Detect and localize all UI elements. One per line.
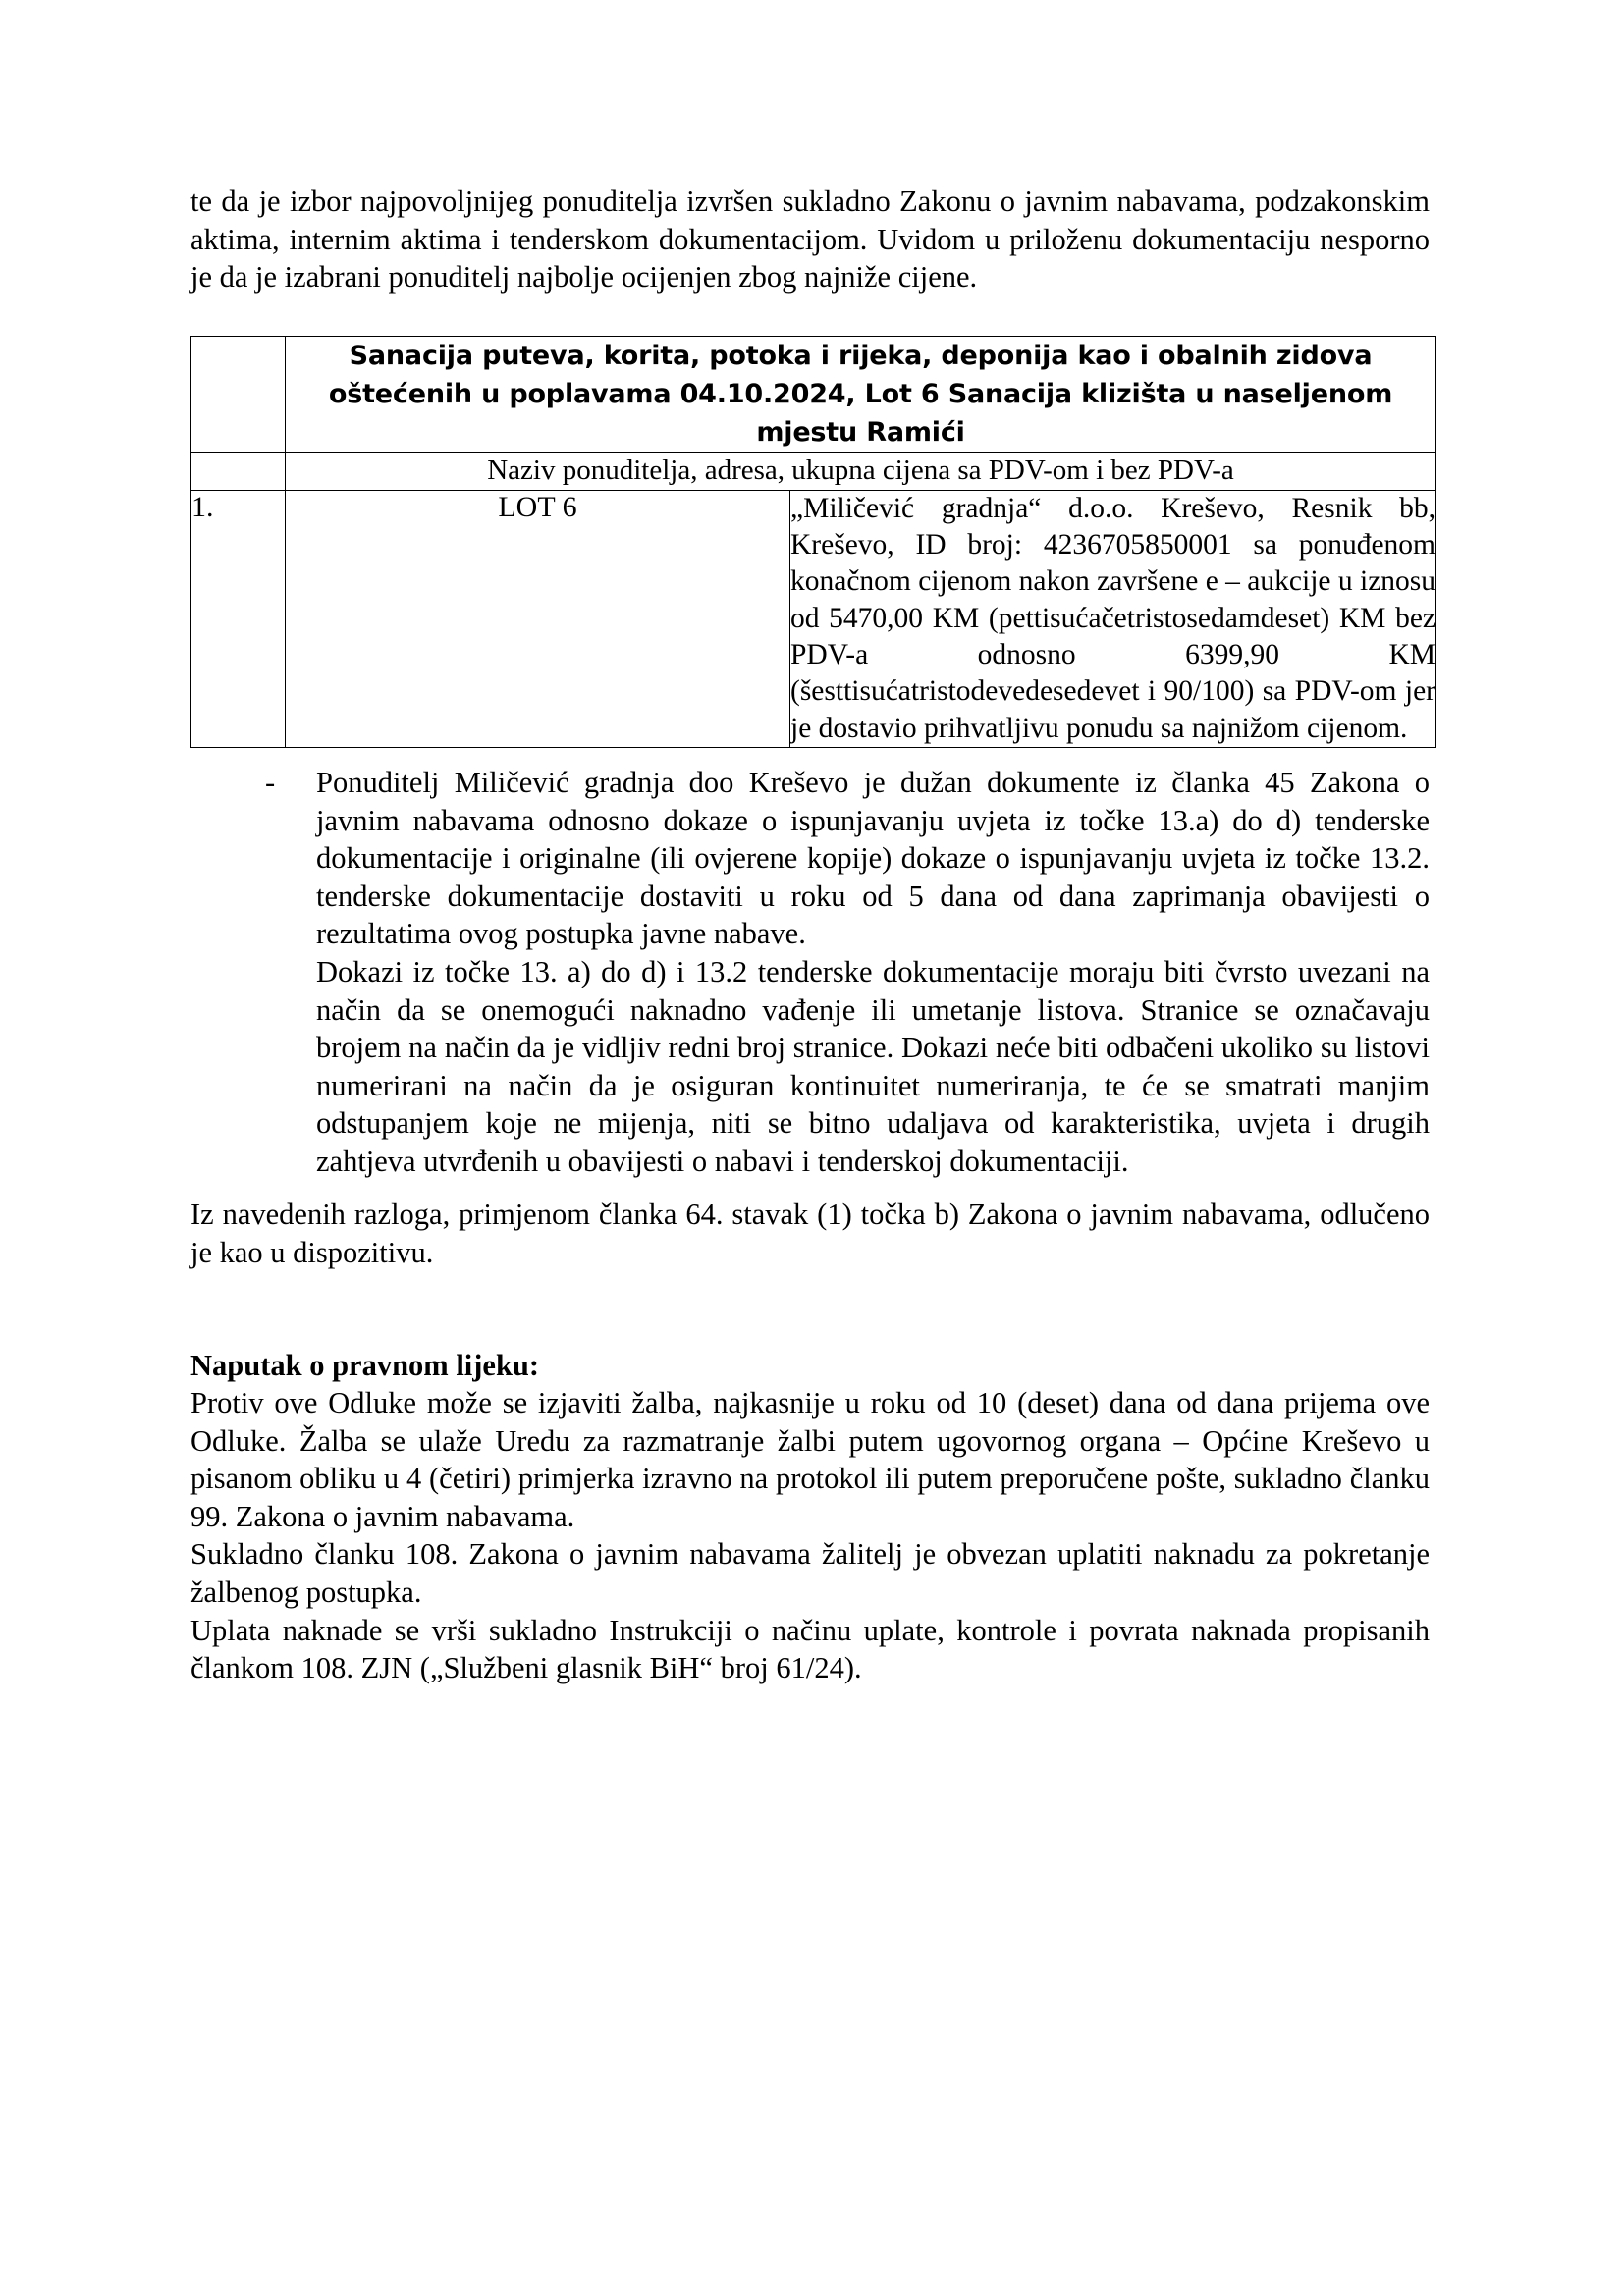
- table-row-subheader: [191, 453, 1436, 491]
- table-row-header: [191, 336, 1436, 452]
- obligations-list: [190, 764, 1430, 1180]
- legal-notice-paragraph-1: Protiv ove Odluke može se izjaviti žalba, najkasnije u roku od 10 (deset) dana od dana prijema ove Odluke. Žalba se ulaže Uredu za razmatranje žalbi putem ugovornog organa – Općine Kreševo u pisanom obliku u 4 (četiri) primjerka izravno na protokol ili putem preporučene pošte, sukladno članku 99. Zakona o javnim nabavama.: [190, 1386, 1430, 1533]
- spacer: [190, 1180, 1430, 1196]
- list-item-text: Ponuditelj Miličević gradnja doo Kreševo je dužan dokumente iz članka 45 Zakona o javnim nabavama odnosno dokaze o ispunjavanju uvjeta iz točke 13.a) do d) tenderske dokumentacije i originalne (ili ovjerene kopije) dokaze o ispunjavanju uvjeta iz točke 13.2. tenderske dokumentacije dostaviti u roku od 5 dana od dana zaprimanja obavijesti o rezultatima ovog postupka javne nabave.: [316, 766, 1430, 951]
- bullet-dash-icon: -: [265, 766, 276, 800]
- row-lot-cell: LOT 6: [286, 490, 790, 747]
- list-item-continuation: Dokazi iz točke 13. a) do d) i 13.2 tenderske dokumentacije moraju biti čvrsto uvezani na način da se onemogući naknadno vađenje ili umetanje listova. Stranice se označavaju brojem na način da je vidljiv redni broj stranice. Dokazi neće biti odbačeni ukoliko su listovi numerirani na način da je osiguran kontinuitet numeriranja, te će se smatrati manjim odstupanjem koje ne mijenja, niti se bitno udaljava od karakteristika, uvjeta i drugih zahtjeva utvrđenih u obavijesti o nabavi i tenderskoj dokumentaciji.: [316, 954, 1430, 1178]
- table-subheader-text: Naziv ponuditelja, adresa, ukupna cijena sa PDV-om i bez PDV-a: [487, 454, 1234, 487]
- spacer: [190, 1272, 1430, 1347]
- legal-notice-heading: Naputak o pravnom lijeku:: [190, 1348, 540, 1382]
- spacer: [190, 748, 1430, 764]
- spacer: [190, 296, 1430, 336]
- bid-table: [190, 336, 1436, 748]
- bidder-details-text: „Miličević gradnja“ d.o.o. Kreševo, Resnik bb, Kreševo, ID broj: 4236705850001 sa ponuđenom konačnom cijenom nakon završene e – aukcije u iznosu od 5470,00 KM (pettisućačetristosedamdeset) KM bez PDV-a odnosno 6399,90 KM (šesttisućatristodevedesedevet i 90/100) sa PDV-om jer je dostavio prihvatljivu ponudu sa najnižom cijenom.: [790, 492, 1436, 744]
- closing-paragraph: Iz navedenih razloga, primjenom članka 64. stavak (1) točka b) Zakona o javnim nabavama, odlučeno je kao u dispozitivu.: [190, 1198, 1430, 1269]
- table-subheader-cell: [286, 453, 1436, 491]
- table-header-cell: [286, 336, 1436, 452]
- header-empty-cell: [191, 336, 286, 452]
- intro-paragraph: te da je izbor najpovoljnijeg ponuditelja izvršen sukladno Zakonu o javnim nabavama, podzakonskim aktima, internim aktima i tenderskom dokumentacijom. Uvidom u priloženu dokumentaciju nesporno je da je izabrani ponuditelj najbolje ocijenjen zbog najniže cijene.: [190, 185, 1430, 294]
- table-header-title: Sanacija puteva, korita, potoka i rijeka, deponija kao i obalnih zidova oštećenih u poplavama 04.10.2024, Lot 6 Sanacija klizišta u naseljenom mjestu Ramići: [328, 340, 1393, 449]
- legal-notice-paragraph-2: Sukladno članku 108. Zakona o javnim nabavama žalitelj je obvezan uplatiti naknadu za pokretanje žalbenog postupka.: [190, 1537, 1430, 1610]
- row-bidder-cell: [790, 490, 1436, 747]
- list-item: [190, 764, 1430, 953]
- table-row: [191, 490, 1436, 747]
- subheader-empty-cell: [191, 453, 286, 491]
- legal-notice-paragraph-3: Uplata naknade se vrši sukladno Instrukciji o načinu uplate, kontrole i povrata naknada propisanih člankom 108. ZJN („Službeni glasnik BiH“ broj 61/24).: [190, 1613, 1430, 1685]
- row-number-cell: 1.: [191, 490, 286, 747]
